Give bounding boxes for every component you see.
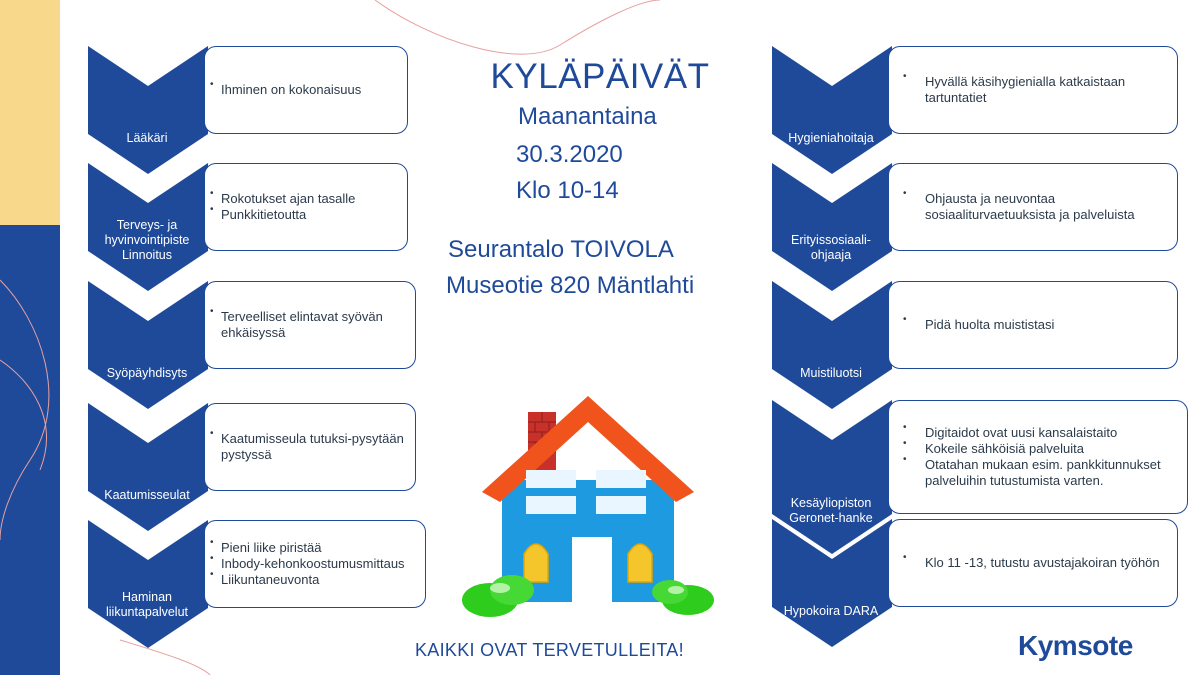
service-description-box [204, 163, 408, 251]
service-row-right-2 [772, 163, 1182, 291]
bullet-list [889, 317, 1177, 333]
bullet-list [205, 540, 425, 589]
bullet-list [889, 555, 1177, 571]
service-row-left-5 [88, 520, 430, 648]
service-row-right-5 [772, 519, 1182, 647]
chevron-arrow [772, 46, 892, 174]
decor-stripe-blue [0, 225, 60, 675]
service-label: Terveys- ja hyvinvointipiste Linnoitus [104, 218, 190, 262]
service-description-box [888, 400, 1188, 514]
bullet-item: • Inbody-kehonkoostumusmittaus [205, 556, 425, 572]
bullet-item: • Hyvällä käsihygienialla katkaistaan tartuntatiet [889, 74, 1177, 107]
bullet-item: • Liikuntaneuvonta [205, 572, 425, 588]
bullet-list [889, 74, 1177, 107]
service-label: Erityissosiaali-ohjaaja [791, 233, 871, 262]
bullet-list [889, 191, 1177, 224]
service-label: Hypokoira DARA [783, 604, 879, 618]
event-address: Museotie 820 Mäntlahti [446, 272, 695, 299]
service-label: Lääkäri [126, 131, 168, 145]
service-row-left-4 [88, 403, 420, 531]
service-description-box [204, 403, 416, 491]
service-row-right-1 [772, 46, 1182, 174]
chevron-arrow [772, 163, 892, 291]
service-label: Kaatumisseulat [104, 488, 190, 502]
chevron-arrow [88, 403, 208, 531]
bullet-item: • Kaatumisseula tutuksi-pysytään pystyssä [205, 431, 415, 464]
service-description-box [204, 281, 416, 369]
bullet-item: • Kokeile sähköisiä palveluita [889, 441, 1187, 457]
event-time: Klo 10-14 [516, 177, 619, 204]
service-label: Hygieniahoitaja [788, 131, 874, 145]
event-title: KYLÄPÄIVÄT [490, 57, 710, 96]
service-description-box [204, 520, 426, 608]
service-label: Muistiluotsi [800, 366, 862, 380]
bullet-item: • Ohjausta ja neuvontaa sosiaaliturvaetuuksista ja palveluista [889, 191, 1177, 224]
bullet-item: • Punkkitietoutta [205, 207, 407, 223]
chevron-arrow [772, 281, 892, 409]
bullet-list [205, 82, 407, 98]
kymsote-logo: Kymsote [1018, 630, 1133, 661]
bullet-list [889, 425, 1187, 490]
bullet-item: • Klo 11 -13, tutustu avustajakoiran työhön [889, 555, 1177, 571]
service-description-box [888, 519, 1178, 607]
bullet-item: • Ihminen on kokonaisuus [205, 82, 407, 98]
service-description-box [888, 281, 1178, 369]
chevron-arrow [88, 46, 208, 174]
bullet-item: • Pidä huolta muististasi [889, 317, 1177, 333]
event-day: Maanantaina [518, 103, 657, 130]
bullet-item: • Digitaidot ovat uusi kansalaistaito [889, 425, 1187, 441]
service-description-box [204, 46, 408, 134]
chevron-arrow [772, 519, 892, 647]
service-description-box [888, 163, 1178, 251]
bullet-item: • Otatahan mukaan esim. pankkitunnukset palveluihin tutustumista varten. [889, 457, 1187, 490]
service-label: Syöpäyhdisyts [106, 366, 188, 380]
bullet-list [205, 191, 407, 224]
decor-stripe-yellow [0, 0, 60, 225]
service-row-left-1 [88, 46, 412, 174]
chevron-arrow [88, 520, 208, 648]
bullet-list [205, 309, 415, 342]
service-row-right-3 [772, 281, 1182, 409]
service-description-box [888, 46, 1178, 134]
service-row-left-2 [88, 163, 412, 291]
bullet-item: • Terveelliset elintavat syövän ehkäisyssä [205, 309, 415, 342]
welcome-text: KAIKKI OVAT TERVETULLEITA! [415, 640, 684, 660]
bullet-item: • Rokotukset ajan tasalle [205, 191, 407, 207]
door [572, 537, 612, 602]
service-label: Kesäyliopiston Geronet-hanke [789, 496, 873, 525]
chevron-arrow [88, 281, 208, 409]
house-illustration [460, 392, 720, 622]
bullet-item: • Pieni liike piristää [205, 540, 425, 556]
service-label: Haminan liikuntapalvelut [106, 590, 188, 619]
bullet-list [205, 431, 415, 464]
event-venue: Seurantalo TOIVOLA [448, 236, 674, 263]
service-row-left-3 [88, 281, 420, 409]
event-date: 30.3.2020 [516, 141, 623, 168]
